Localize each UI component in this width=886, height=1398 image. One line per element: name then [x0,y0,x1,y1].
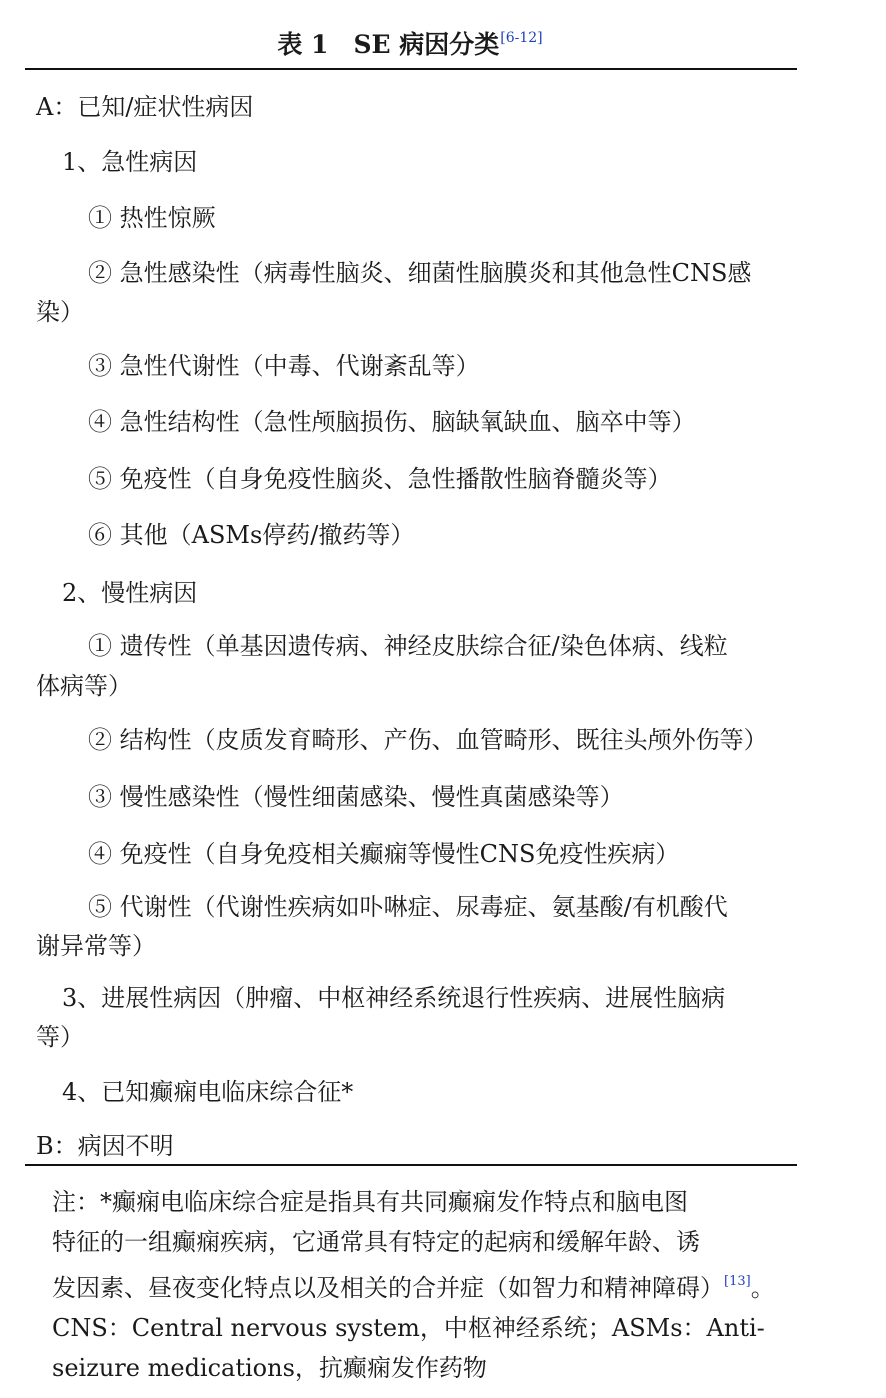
acute-item-1: ① 热性惊厥 [88,204,216,232]
table-footnote [52,1182,782,1388]
acute-item-5: ⑤ 免疫性（自身免疫性脑炎、急性播散性脑脊髓炎等） [88,465,672,493]
chronic-item-4: ④ 免疫性（自身免疫相关癫痫等慢性CNS免疫性疾病） [88,840,680,868]
acute-item-2-continuation: 染） [36,298,84,326]
table-title [0,20,820,63]
chronic-item-1: ① 遗传性（单基因遗传病、神经皮肤综合征/染色体病、线粒 [88,632,728,660]
acute-item-2-text: ② 急性感染性（病毒性脑炎、细菌性脑膜炎和其他急性CNS感 [88,259,752,287]
category-a-heading: A：已知/症状性病因 [36,93,254,121]
footnote-line-4: CNS：Central nervous system，中枢神经系统；ASMs：Anti- [52,1314,765,1342]
chronic-item-2: ② 结构性（皮质发育畸形、产伤、血管畸形、既往头颅外伤等） [88,726,768,754]
acute-item-4: ④ 急性结构性（急性颅脑损伤、脑缺氧缺血、脑卒中等） [88,408,696,436]
progressive-causes-continuation: 等） [36,1023,84,1051]
progressive-causes-heading: 3、进展性病因（肿瘤、中枢神经系统退行性疾病、进展性脑病 [62,984,726,1012]
acute-item-3: ③ 急性代谢性（中毒、代谢紊乱等） [88,352,480,380]
acute-causes-heading: 1、急性病因 [62,148,198,176]
footnote-citation-link[interactable]: [13] [724,1274,751,1289]
chronic-item-5-continuation: 谢异常等） [36,932,156,960]
known-syndrome-heading: 4、已知癫痫电临床综合征* [62,1078,354,1106]
bottom-rule [25,1164,797,1166]
title-citation-link[interactable]: [6-12] [500,30,543,46]
chronic-item-1-continuation: 体病等） [36,672,132,700]
footnote-line-3-end: 。 [750,1274,775,1302]
chronic-item-3: ③ 慢性感染性（慢性细菌感染、慢性真菌感染等） [88,783,624,811]
footnote-line-2: 特征的一组癫痫疾病，它通常具有特定的起病和缓解年龄、诱 [52,1228,700,1256]
category-b-heading: B：病因不明 [36,1132,174,1160]
table-title-text: 表 1 SE 病因分类 [277,30,500,59]
footnote-line-3-text: 发因素、昼夜变化特点以及相关的合并症（如智力和精神障碍） [52,1274,724,1302]
chronic-item-5: ⑤ 代谢性（代谢性疾病如卟啉症、尿毒症、氨基酸/有机酸代 [88,893,728,921]
footnote-line-3 [52,1262,782,1308]
footnote-line-5: seizure medications，抗癫痫发作药物 [52,1354,487,1382]
acute-item-6: ⑥ 其他（ASMs停药/撤药等） [88,521,415,549]
top-rule [25,68,797,70]
footnote-line-1: 注：*癫痫电临床综合症是指具有共同癫痫发作特点和脑电图 [52,1188,688,1216]
acute-item-2 [36,254,850,293]
chronic-causes-heading: 2、慢性病因 [62,579,198,607]
